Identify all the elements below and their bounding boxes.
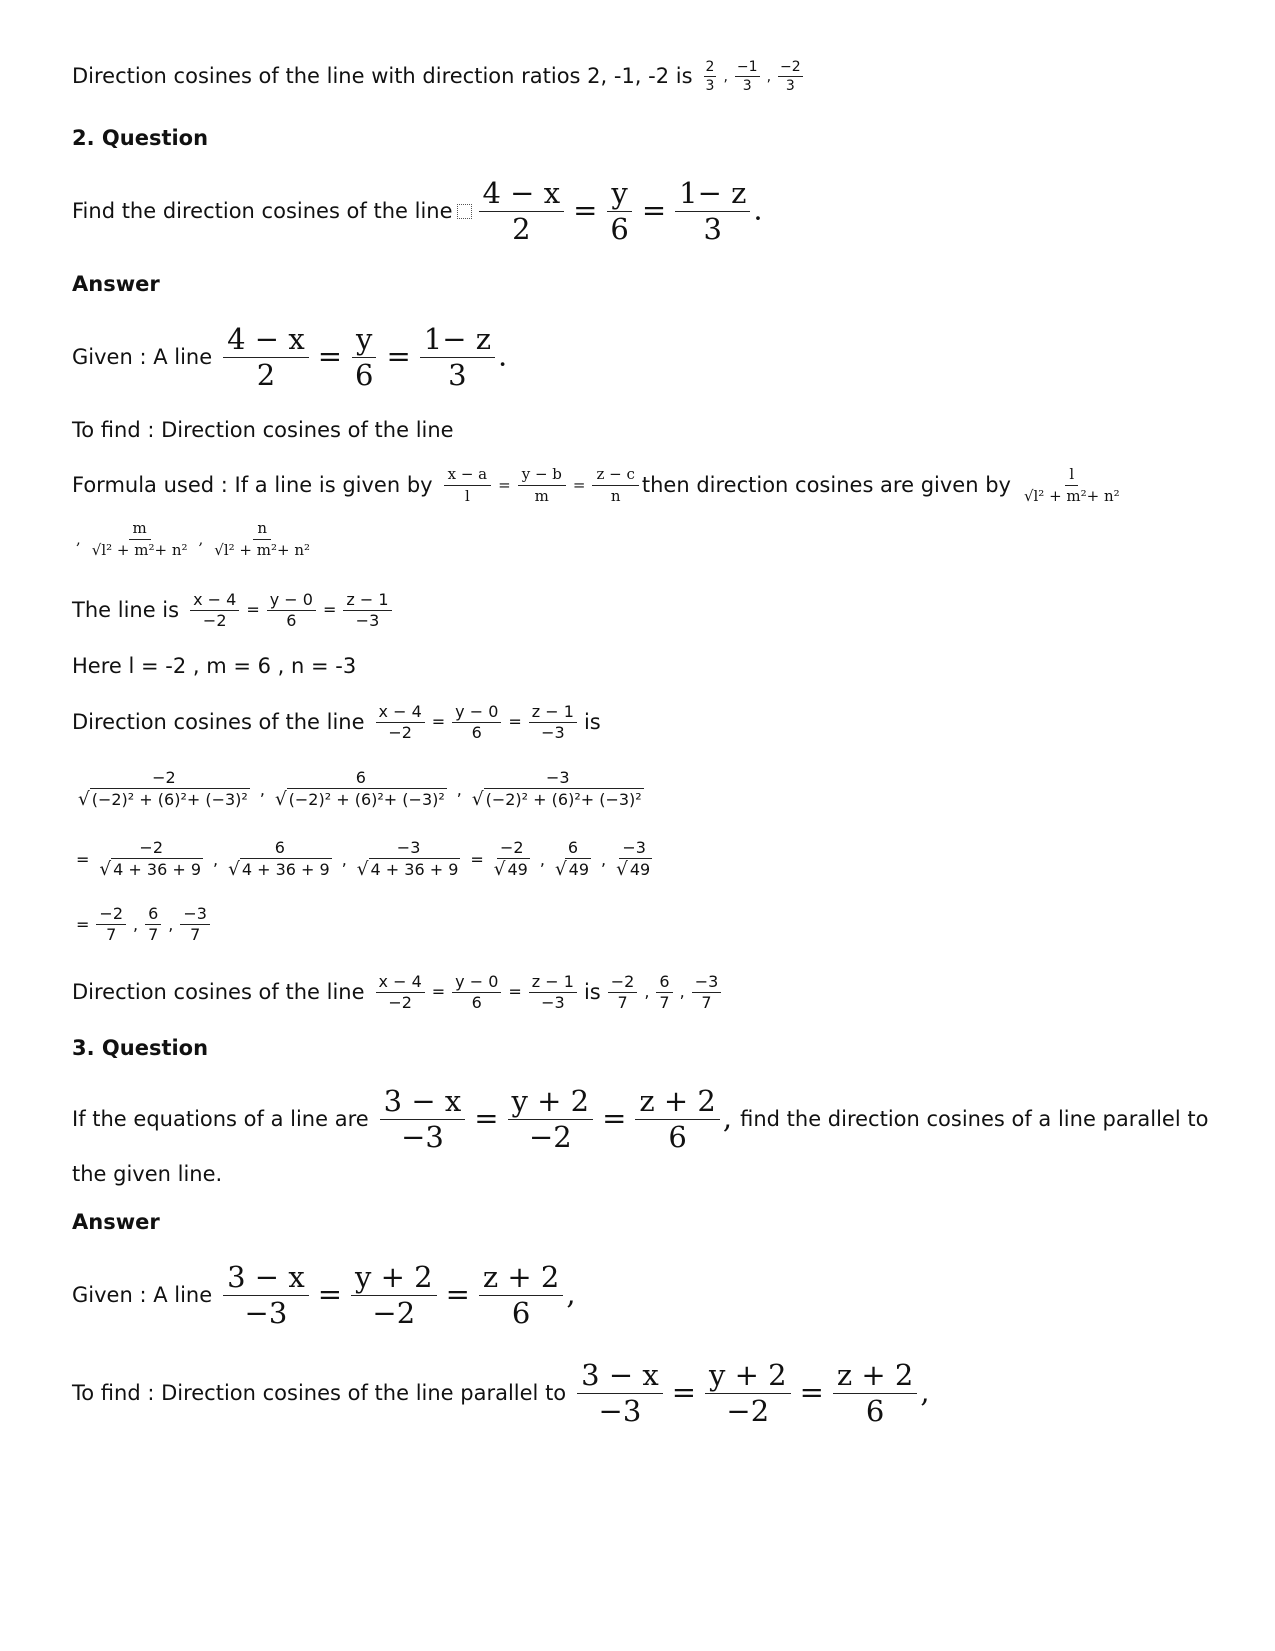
q2-here: Here l = -2 , m = 6 , n = -3 [72, 654, 357, 678]
q2-heading: 2. Question [72, 126, 209, 150]
fraction: $\frac{1- z}{3}$ [420, 322, 495, 393]
fraction: $\frac{6}{\text{√ (−2)² + (6)²+ (−3)²}}$ [274, 768, 445, 810]
fraction: $\frac{y}{6}$ [606, 176, 632, 247]
q1-conclusion-text: Direction cosines of the line with direction ratios 2, -1, -2 is [72, 64, 693, 88]
fraction: $\frac{n}{\text{√l² + m²+ n²}}$ [214, 519, 311, 559]
fraction: $\frac{y - 0}{6}$ [452, 702, 501, 743]
fraction: $\frac{y + 2}{-2}$ [508, 1084, 594, 1155]
q2-to-find: To find : Direction cosines of the line [72, 418, 454, 442]
q3-question: If the equations of a line are $\frac{3 - x}{-3}$ = $\frac{y + 2}{-2}$ = $\frac{z + 2}{6}$ , find the direction cosines of a line parallel to [72, 1084, 1209, 1154]
q2-line-is: The line is $\frac{x - 4}{-2}$ = $\frac{y - 0}{6}$ = $\frac{z - 1}{-3}$ [72, 590, 395, 631]
fraction: $\frac{6}{7}$ [656, 972, 672, 1013]
q1-dc-values: $\frac{2}{3}$ , $\frac{-1}{3}$ , $\frac{-2}{3}$ [705, 59, 801, 94]
fraction: $\frac{x - a}{l}$ [444, 464, 492, 507]
fraction: $\frac{x - 4}{-2}$ [376, 972, 425, 1013]
fraction: $\frac{6}{7}$ [145, 904, 161, 945]
fraction: $\frac{-2}{√ 4 + 36 + 9}$ [99, 838, 201, 880]
q2-formula-equation: $\frac{x - a}{l}$ = $\frac{y - b}{m}$ = $\frac{z - c}{n}$ [441, 464, 642, 507]
fraction: $\frac{1- z}{3}$ [675, 176, 750, 247]
fraction: $\frac{-2}{7}$ [96, 904, 126, 945]
q3-answer-heading: Answer [72, 1210, 160, 1234]
fraction: $\frac{-2}{7}$ [608, 972, 638, 1013]
fraction: $\frac{z - 1}{-3}$ [529, 702, 577, 743]
q2-line-equation: $\frac{4 - x}{2}$ = $\frac{y}{6}$ = $\frac{1- z}{3}$ . [476, 176, 763, 247]
fraction: $\frac{y + 2}{-2}$ [705, 1358, 791, 1429]
q2-dc-statement: Direction cosines of the line $\frac{x - 4}{-2}$ = $\frac{y - 0}{6}$ = $\frac{z - 1}{-3}$ is [72, 702, 601, 742]
fraction: $\frac{6}{√ 49}$ [554, 838, 590, 880]
q2-given [72, 322, 507, 393]
fraction: $\frac{4 - x}{2}$ [479, 176, 565, 247]
fraction: $\frac{y}{6}$ [351, 322, 377, 393]
q2-dc-label: Direction cosines of the line [72, 710, 365, 734]
fraction: $\frac{-2}{\text{√ (−2)² + (6)²+ (−3)²}}$ [78, 768, 248, 810]
q2-line-is-label: The line is [72, 598, 180, 622]
fraction: $\frac{z - c}{n}$ [592, 464, 638, 507]
fraction: $\frac{z + 2}{6}$ [833, 1358, 917, 1429]
fraction: $\frac{l}{\text{√l² + m²+ n²}}$ [1023, 465, 1120, 505]
fraction: $\frac{3 - x}{-3}$ [380, 1084, 466, 1155]
fraction: $\frac{-2}{3}$ [780, 59, 801, 94]
q2-answer-heading: Answer [72, 272, 160, 296]
q3-to-find: To find : Direction cosines of the line parallel to $\frac{3 - x}{-3}$ = $\frac{y + 2}{-2}$ = $\frac{z + 2}{6}$ , [72, 1358, 930, 1428]
fraction: $\frac{6}{√ 4 + 36 + 9}$ [228, 838, 330, 880]
q2-step2: = $\frac{-2}{√ 4 + 36 + 9}$ , $\frac{6}{√ 4 + 36 + 9}$ , $\frac{-3}{√ 4 + 36 + 9}$ = $\frac{-2}{√ 49}$ , $\frac{6}{√ 49}$ , $\frac{-3}{√ 49}$ [72, 838, 658, 881]
fraction: $\frac{-3}{√ 4 + 36 + 9}$ [356, 838, 459, 880]
q1-conclusion [72, 58, 806, 95]
placeholder-box-icon [457, 204, 472, 219]
fraction: $\frac{z + 2}{6}$ [635, 1084, 719, 1155]
q2-formula-label: Formula used : If a line is given by [72, 473, 433, 497]
fraction: $\frac{-3}{7}$ [692, 972, 722, 1013]
fraction: $\frac{-3}{7}$ [180, 904, 210, 945]
q2-formula-mid: then direction cosines are given by [641, 473, 1011, 497]
fraction: $\frac{x - 4}{-2}$ [190, 590, 239, 631]
q2-formula-dc-rest: , $\frac{m}{\text{√l² + m²+ n²}}$ , $\frac{n}{\text{√l² + m²+ n²}}$ [72, 518, 317, 561]
fraction: $\frac{y - b}{m}$ [518, 464, 566, 507]
fraction: $\frac{y - 0}{6}$ [267, 590, 316, 631]
fraction: $\frac{z - 1}{-3}$ [343, 590, 391, 631]
fraction: $\frac{-3}{√ 49}$ [616, 838, 651, 880]
fraction: $\frac{-1}{3}$ [736, 59, 758, 94]
q2-formula-dc-l [1017, 464, 1127, 507]
fraction: $\frac{z + 2}{6}$ [479, 1260, 563, 1331]
fraction: $\frac{z - 1}{-3}$ [529, 972, 577, 1013]
q2-formula [72, 464, 1127, 507]
q3-question-line2: the given line. [72, 1162, 223, 1186]
fraction: $\frac{-3}{\text{√ (−2)² + (6)²+ (−3)²}}$ [471, 768, 642, 810]
fraction: $\frac{y + 2}{-2}$ [351, 1260, 437, 1331]
fraction: $\frac{3 - x}{-3}$ [577, 1358, 663, 1429]
fraction: $\frac{2}{3}$ [705, 59, 715, 94]
fraction: $\frac{3 - x}{-3}$ [223, 1260, 309, 1331]
q3-given: Given : A line $\frac{3 - x}{-3}$ = $\frac{y + 2}{-2}$ = $\frac{z + 2}{6}$ , [72, 1260, 576, 1330]
fraction: $\frac{4 - x}{2}$ [223, 322, 309, 393]
q2-given-equation: $\frac{4 - x}{2}$ = $\frac{y}{6}$ = $\frac{1- z}{3}$ . [220, 322, 507, 393]
q2-question-text: Find the direction cosines of the line [72, 199, 453, 223]
q2-step3: = $\frac{-2}{7}$ , $\frac{6}{7}$ , $\frac{-3}{7}$ [72, 904, 213, 945]
q2-final: Direction cosines of the line $\frac{x - 4}{-2}$ = $\frac{y - 0}{6}$ = $\frac{z - 1}{-3}$ is $\frac{-2}{7}$ , $\frac{6}{7}$ , $\frac{-3}{7}$ [72, 972, 724, 1013]
q2-question [72, 176, 763, 247]
fraction: $\frac{m}{\text{√l² + m²+ n²}}$ [91, 519, 188, 559]
q3-heading: 3. Question [72, 1036, 209, 1060]
q2-step1: $\frac{-2}{\text{√ (−2)² + (6)²+ (−3)²}}$ , $\frac{6}{\text{√ (−2)² + (6)²+ (−3)²}}$ , $\frac{-3}{\text{√ (−2)² + (6)²+ (−3)²}}$ [72, 768, 650, 811]
q2-given-label: Given : A line [72, 345, 213, 369]
fraction: $\frac{y - 0}{6}$ [452, 972, 501, 1013]
fraction: $\frac{-2}{√ 49}$ [493, 838, 528, 880]
fraction: $\frac{x - 4}{-2}$ [376, 702, 425, 743]
